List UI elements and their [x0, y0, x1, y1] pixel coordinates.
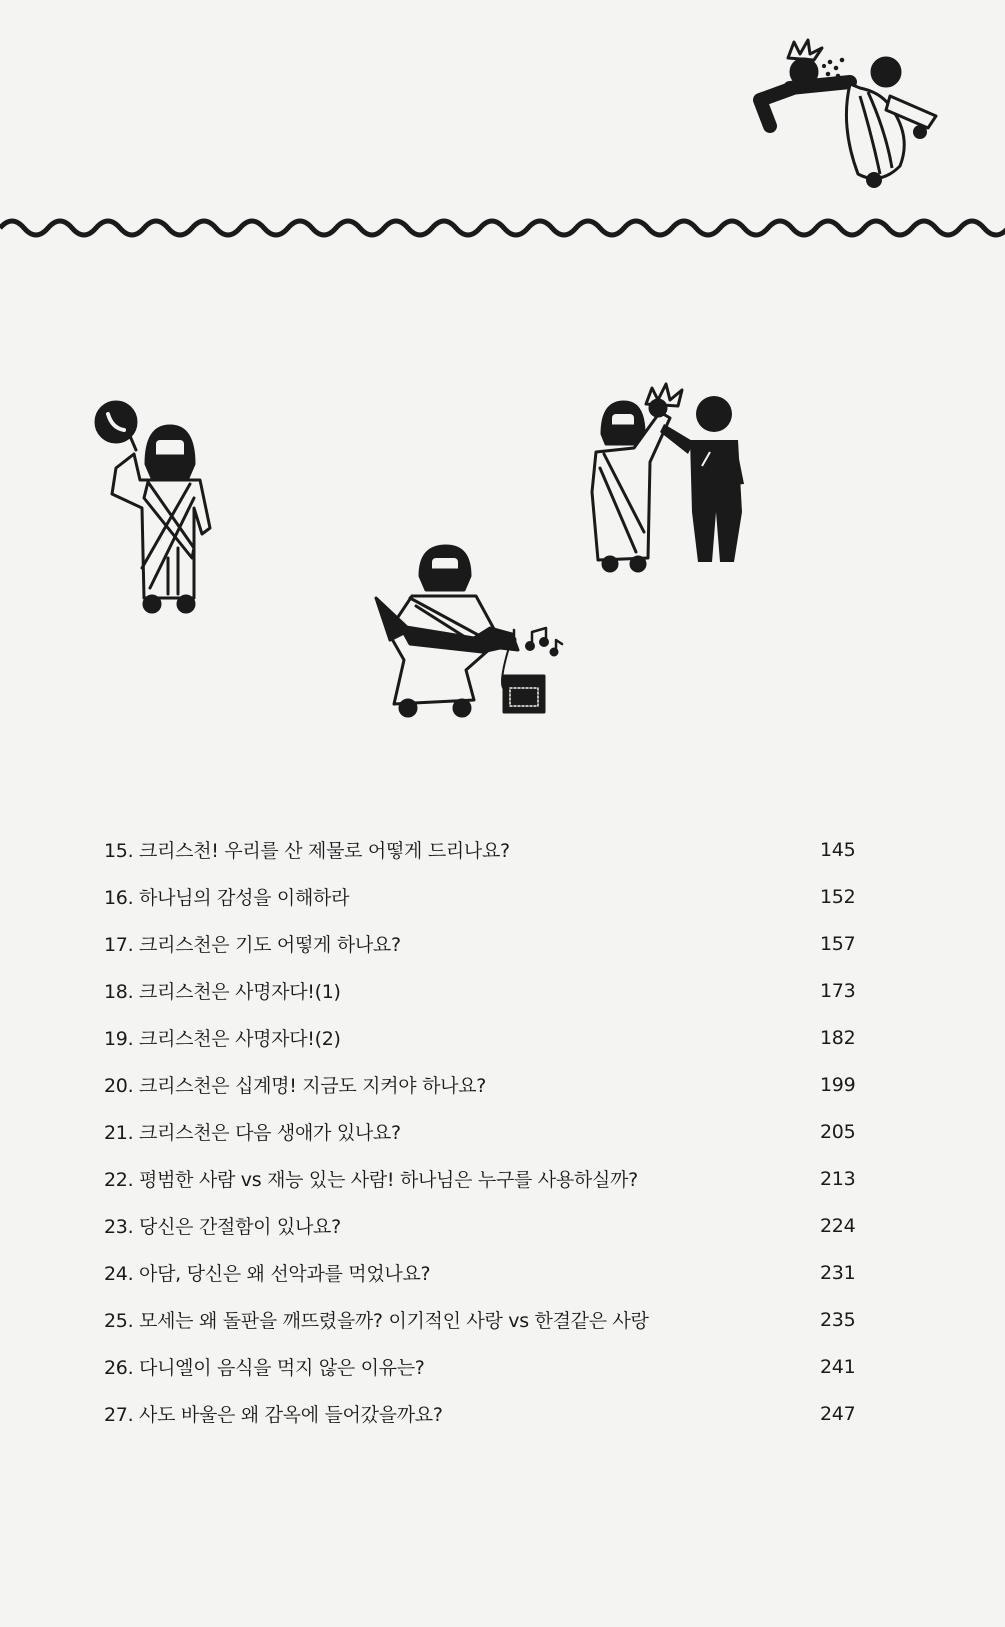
toc-entry[interactable] [104, 1296, 864, 1343]
toc-entry-title: 15. 크리스천! 우리를 산 제물로 어떻게 드리나요? [104, 840, 510, 862]
toc-entry-title: 27. 사도 바울은 왜 감옥에 들어갔을까요? [104, 1404, 443, 1426]
toc-entry-title: 22. 평범한 사람 vs 재능 있는 사람! 하나님은 누구를 사용하실까? [104, 1169, 638, 1191]
toc-entry-page: 152 [820, 885, 856, 908]
toc-entry-page: 199 [820, 1073, 856, 1096]
toc-entry[interactable] [104, 1343, 864, 1390]
toc-entry-page: 182 [820, 1026, 856, 1049]
toc-entry[interactable] [104, 1061, 864, 1108]
toc-entry-page: 247 [820, 1402, 856, 1425]
toc-entry-page: 205 [820, 1120, 856, 1143]
table-of-contents [104, 826, 864, 1437]
toc-entry[interactable] [104, 1249, 864, 1296]
toc-entry[interactable] [104, 1108, 864, 1155]
toc-entry[interactable] [104, 1390, 864, 1437]
toc-entry-title: 23. 당신은 간절함이 있나요? [104, 1216, 341, 1238]
toc-entry-title: 16. 하나님의 감성을 이해하라 [104, 887, 350, 909]
toc-entry-page: 173 [820, 979, 856, 1002]
toc-entry-page: 231 [820, 1261, 856, 1284]
toc-entry-title: 24. 아담, 당신은 왜 선악과를 먹었나요? [104, 1263, 431, 1285]
toc-entry-page: 213 [820, 1167, 856, 1190]
toc-entry[interactable] [104, 1155, 864, 1202]
toc-entry[interactable] [104, 967, 864, 1014]
toc-entry-page: 224 [820, 1214, 856, 1237]
toc-entry-title: 25. 모세는 왜 돌판을 깨뜨렸을까? 이기적인 사랑 vs 한결같은 사랑 [104, 1310, 649, 1332]
toc-entry[interactable] [104, 1202, 864, 1249]
toc-entry-page: 145 [820, 838, 856, 861]
jesus-phone-illustration [90, 398, 225, 628]
toc-entry[interactable] [104, 873, 864, 920]
toc-entry-title: 20. 크리스천은 십계명! 지금도 지켜야 하나요? [104, 1075, 487, 1097]
toc-entry-page: 235 [820, 1308, 856, 1331]
toc-entry-page: 241 [820, 1355, 856, 1378]
jesus-guitar-illustration [370, 540, 590, 725]
toc-entry[interactable] [104, 1014, 864, 1061]
toc-entry[interactable] [104, 826, 864, 873]
toc-entry-page: 157 [820, 932, 856, 955]
high-five-illustration [584, 382, 774, 592]
toc-entry-title: 18. 크리스천은 사명자다!(1) [104, 981, 341, 1003]
toc-entry-title: 17. 크리스천은 기도 어떻게 하나요? [104, 934, 401, 956]
toc-entry-title: 26. 다니엘이 음식을 먹지 않은 이유는? [104, 1357, 425, 1379]
wave-divider [0, 208, 1005, 248]
toc-entry-title: 19. 크리스천은 사명자다!(2) [104, 1028, 341, 1050]
toc-entry[interactable] [104, 920, 864, 967]
toc-entry-title: 21. 크리스천은 다음 생애가 있나요? [104, 1122, 401, 1144]
kick-figure-illustration [740, 36, 960, 196]
